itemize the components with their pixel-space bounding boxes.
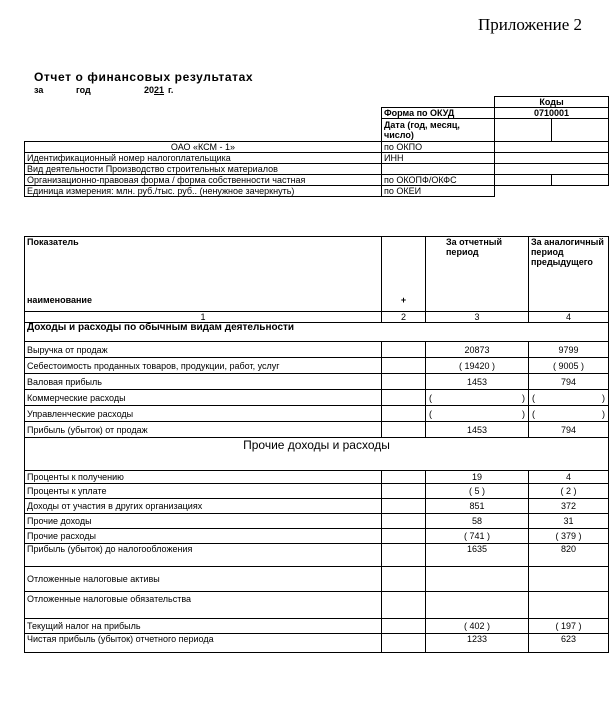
row-previous: 4 bbox=[529, 471, 609, 484]
table-row bbox=[25, 342, 609, 358]
row-name: Отложенные налоговые обязательства bbox=[25, 592, 382, 619]
period-g: г. bbox=[168, 85, 174, 95]
legal-form-text: Организационно-правовая форма / форма собственности частная bbox=[25, 175, 382, 186]
table-row bbox=[25, 374, 609, 390]
table-row bbox=[25, 471, 609, 484]
okei-label: по ОКЕИ bbox=[382, 186, 495, 197]
col-num-3: 3 bbox=[426, 312, 529, 323]
row-previous: ( ) bbox=[529, 390, 609, 406]
row-current: ( 5 ) bbox=[426, 484, 529, 499]
section-other: Прочие доходы и расходы bbox=[25, 438, 609, 471]
row-current bbox=[426, 592, 529, 619]
financial-results-table bbox=[24, 236, 609, 653]
table-row bbox=[25, 499, 609, 514]
activity-text: Вид деятельности Производство строительных материалов bbox=[25, 164, 382, 175]
row-name: Коммерческие расходы bbox=[25, 390, 382, 406]
row-current: 1635 bbox=[426, 544, 529, 567]
table-row bbox=[25, 406, 609, 422]
row-name: Прибыль (убыток) от продаж bbox=[25, 422, 382, 438]
period-za: за bbox=[34, 85, 44, 95]
row-previous: 372 bbox=[529, 499, 609, 514]
col-name: наименование bbox=[25, 289, 382, 312]
row-current: 20873 bbox=[426, 342, 529, 358]
report-period bbox=[34, 85, 173, 95]
inn-value bbox=[495, 153, 609, 164]
row-previous: 9799 bbox=[529, 342, 609, 358]
section-ordinary: Доходы и расходы по обычным видам деятельности bbox=[25, 323, 609, 342]
table-row bbox=[25, 544, 609, 567]
row-previous: 31 bbox=[529, 514, 609, 529]
activity-value bbox=[495, 164, 609, 175]
forma-label: Форма по ОКУД bbox=[382, 108, 495, 119]
col-indicator: Показатель bbox=[25, 237, 382, 290]
appendix-label: Приложение 2 bbox=[478, 15, 582, 34]
period-year-prefix: 20 bbox=[144, 85, 155, 95]
row-name: Прочие доходы bbox=[25, 514, 382, 529]
col-previous: За аналогичный период предыдущего bbox=[529, 237, 609, 312]
table-row bbox=[25, 390, 609, 406]
row-name: Доходы от участия в других организациях bbox=[25, 499, 382, 514]
table-row bbox=[25, 529, 609, 544]
col-num-4: 4 bbox=[529, 312, 609, 323]
col-num-2: 2 bbox=[382, 312, 426, 323]
row-name: Управленческие расходы bbox=[25, 406, 382, 422]
row-previous: ( 9005 ) bbox=[529, 358, 609, 374]
okopf-value-2 bbox=[552, 175, 609, 186]
table-row bbox=[25, 358, 609, 374]
row-name: Выручка от продаж bbox=[25, 342, 382, 358]
table-row bbox=[25, 567, 609, 592]
row-current: ( 19420 ) bbox=[426, 358, 529, 374]
inn-label: ИНН bbox=[382, 153, 495, 164]
row-name: Чистая прибыль (убыток) отчетного периода bbox=[25, 634, 382, 653]
row-current: 851 bbox=[426, 499, 529, 514]
row-current: 1453 bbox=[426, 374, 529, 390]
org-name: ОАО «КСМ - 1» bbox=[25, 142, 382, 153]
row-previous: 794 bbox=[529, 374, 609, 390]
table-row bbox=[25, 422, 609, 438]
row-name: Валовая прибыль bbox=[25, 374, 382, 390]
row-previous: 794 bbox=[529, 422, 609, 438]
row-previous: ( 2 ) bbox=[529, 484, 609, 499]
table-row bbox=[25, 634, 609, 653]
table-row bbox=[25, 592, 609, 619]
date-label: Дата (год, месяц, число) bbox=[382, 119, 495, 142]
row-current: ( ) bbox=[426, 406, 529, 422]
row-previous: ( 379 ) bbox=[529, 529, 609, 544]
row-previous: ( ) bbox=[529, 406, 609, 422]
row-current: ( 741 ) bbox=[426, 529, 529, 544]
header-table bbox=[24, 96, 609, 197]
okpo-label: по ОКПО bbox=[382, 142, 495, 153]
row-previous bbox=[529, 592, 609, 619]
period-year-suffix: 21 bbox=[154, 85, 165, 95]
row-current: 58 bbox=[426, 514, 529, 529]
period-god: год bbox=[76, 85, 91, 95]
row-current: 1233 bbox=[426, 634, 529, 653]
row-name: Прибыль (убыток) до налогообложения bbox=[25, 544, 382, 567]
row-name: Отложенные налоговые активы bbox=[25, 567, 382, 592]
okpo-value bbox=[495, 142, 609, 153]
row-previous: 623 bbox=[529, 634, 609, 653]
col-current: За отчетный период bbox=[426, 237, 529, 312]
date-cell-1 bbox=[495, 119, 552, 142]
table-row bbox=[25, 514, 609, 529]
row-name: Прочие расходы bbox=[25, 529, 382, 544]
report-title: Отчет о финансовых результатах bbox=[34, 70, 254, 84]
codes-header: Коды bbox=[495, 97, 609, 108]
table-row bbox=[25, 619, 609, 634]
table-row bbox=[25, 484, 609, 499]
row-name: Проценты к получению bbox=[25, 471, 382, 484]
col-num-1: 1 bbox=[25, 312, 382, 323]
row-previous: ( 197 ) bbox=[529, 619, 609, 634]
row-previous: 820 bbox=[529, 544, 609, 567]
row-current: 1453 bbox=[426, 422, 529, 438]
row-current bbox=[426, 567, 529, 592]
row-previous bbox=[529, 567, 609, 592]
row-name: Себестоимость проданных товаров, продукции, работ, услуг bbox=[25, 358, 382, 374]
okopf-value-1 bbox=[495, 175, 552, 186]
okopf-label: по ОКОПФ/ОКФС bbox=[382, 175, 495, 186]
inn-text: Идентификационный номер налогоплательщика bbox=[25, 153, 382, 164]
row-name: Текущий налог на прибыль bbox=[25, 619, 382, 634]
row-name: Проценты к уплате bbox=[25, 484, 382, 499]
unit-text: Единица измерения: млн. руб./тыс. руб.. (ненужное зачеркнуть) bbox=[25, 186, 382, 197]
row-current: ( ) bbox=[426, 390, 529, 406]
okud-code: 0710001 bbox=[495, 108, 609, 119]
date-cell-2 bbox=[552, 119, 609, 142]
row-current: ( 402 ) bbox=[426, 619, 529, 634]
col-plus: + bbox=[382, 289, 426, 312]
row-current: 19 bbox=[426, 471, 529, 484]
